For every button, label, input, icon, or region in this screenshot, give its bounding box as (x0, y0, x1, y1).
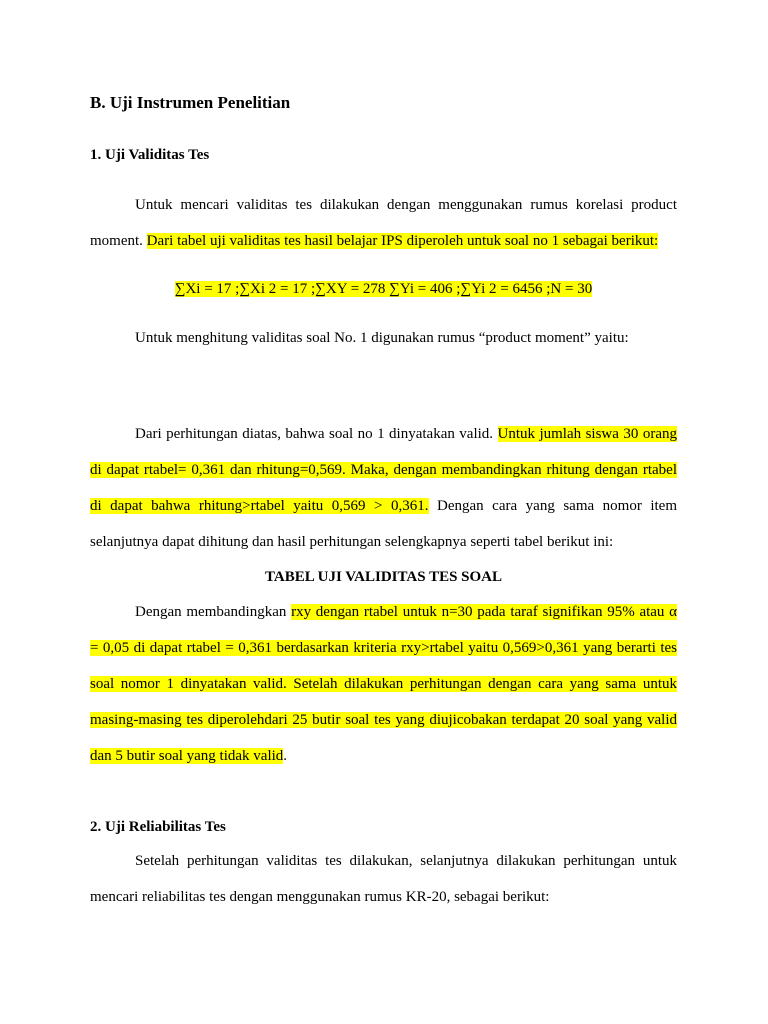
highlighted-text: rxy dengan rtabel untuk n=30 pada taraf signifikan 95% atau α = 0,05 di dapat rtabel = 0,361 berdasarkan kriteria rxy>rtabel yaitu 0,569>0,361 yang berarti tes soal nomor 1 dinyatakan valid. Setelah dilakukan perhitungan dengan cara yang sama untuk masing-masing tes diperolehdari 25 butir soal tes yang diujicobakan terdapat 20 soal yang valid dan 5 butir soal yang tidak valid (90, 604, 678, 764)
section-title: B. Uji Instrumen Penelitian (90, 93, 291, 112)
paragraph-perbandingan (90, 594, 677, 774)
formula-line (90, 281, 677, 298)
subsection-title-validitas: 1. Uji Validitas Tes (90, 147, 210, 163)
highlighted-text: Untuk jumlah siswa 30 orang di dapat rtabel= 0,361 dan rhitung=0,569. Maka, dengan membandingkan rhitung dengan rtabel di dapat bahwa rhitung>rtabel yaitu 0,569 > 0,361. (90, 426, 677, 514)
paragraph-text: Dengan cara yang sama nomor item selanjutnya dapat dihitung dan hasil perhitungan selengkapnya seperti tabel berikut ini: (90, 498, 677, 550)
highlighted-formula: ∑Xi = 17 ;∑Xi 2 = 17 ;∑XY = 278 ∑Yi = 406 ;∑Yi 2 = 6456 ;N = 30 (174, 281, 593, 297)
paragraph-text: Dengan membandingkan (135, 604, 292, 620)
table-title: TABEL UJI VALIDITAS TES SOAL (264, 569, 503, 585)
paragraph-product-moment: Untuk menghitung validitas soal No. 1 digunakan rumus “product moment” yaitu: (135, 330, 629, 346)
paragraph-text: Dari perhitungan diatas, bahwa soal no 1 dinyatakan valid. (135, 426, 498, 442)
paragraph-text: . (283, 748, 288, 764)
highlighted-text: Dari tabel uji validitas tes hasil belajar IPS diperoleh untuk soal no 1 sebagai berikut: (146, 233, 659, 249)
paragraph-intro (90, 187, 677, 259)
paragraph-hasil-perhitungan (90, 416, 677, 560)
paragraph-reliabilitas: Setelah perhitungan validitas tes dilakukan, selanjutnya dilakukan perhitungan untuk mencari reliabilitas tes dengan menggunakan rumus KR-20, sebagai berikut: (90, 853, 677, 905)
paragraph-text: Untuk mencari validitas tes dilakukan dengan menggunakan rumus korelasi product moment. (90, 197, 677, 249)
subsection-title-reliabilitas: 2. Uji Reliabilitas Tes (90, 819, 226, 835)
